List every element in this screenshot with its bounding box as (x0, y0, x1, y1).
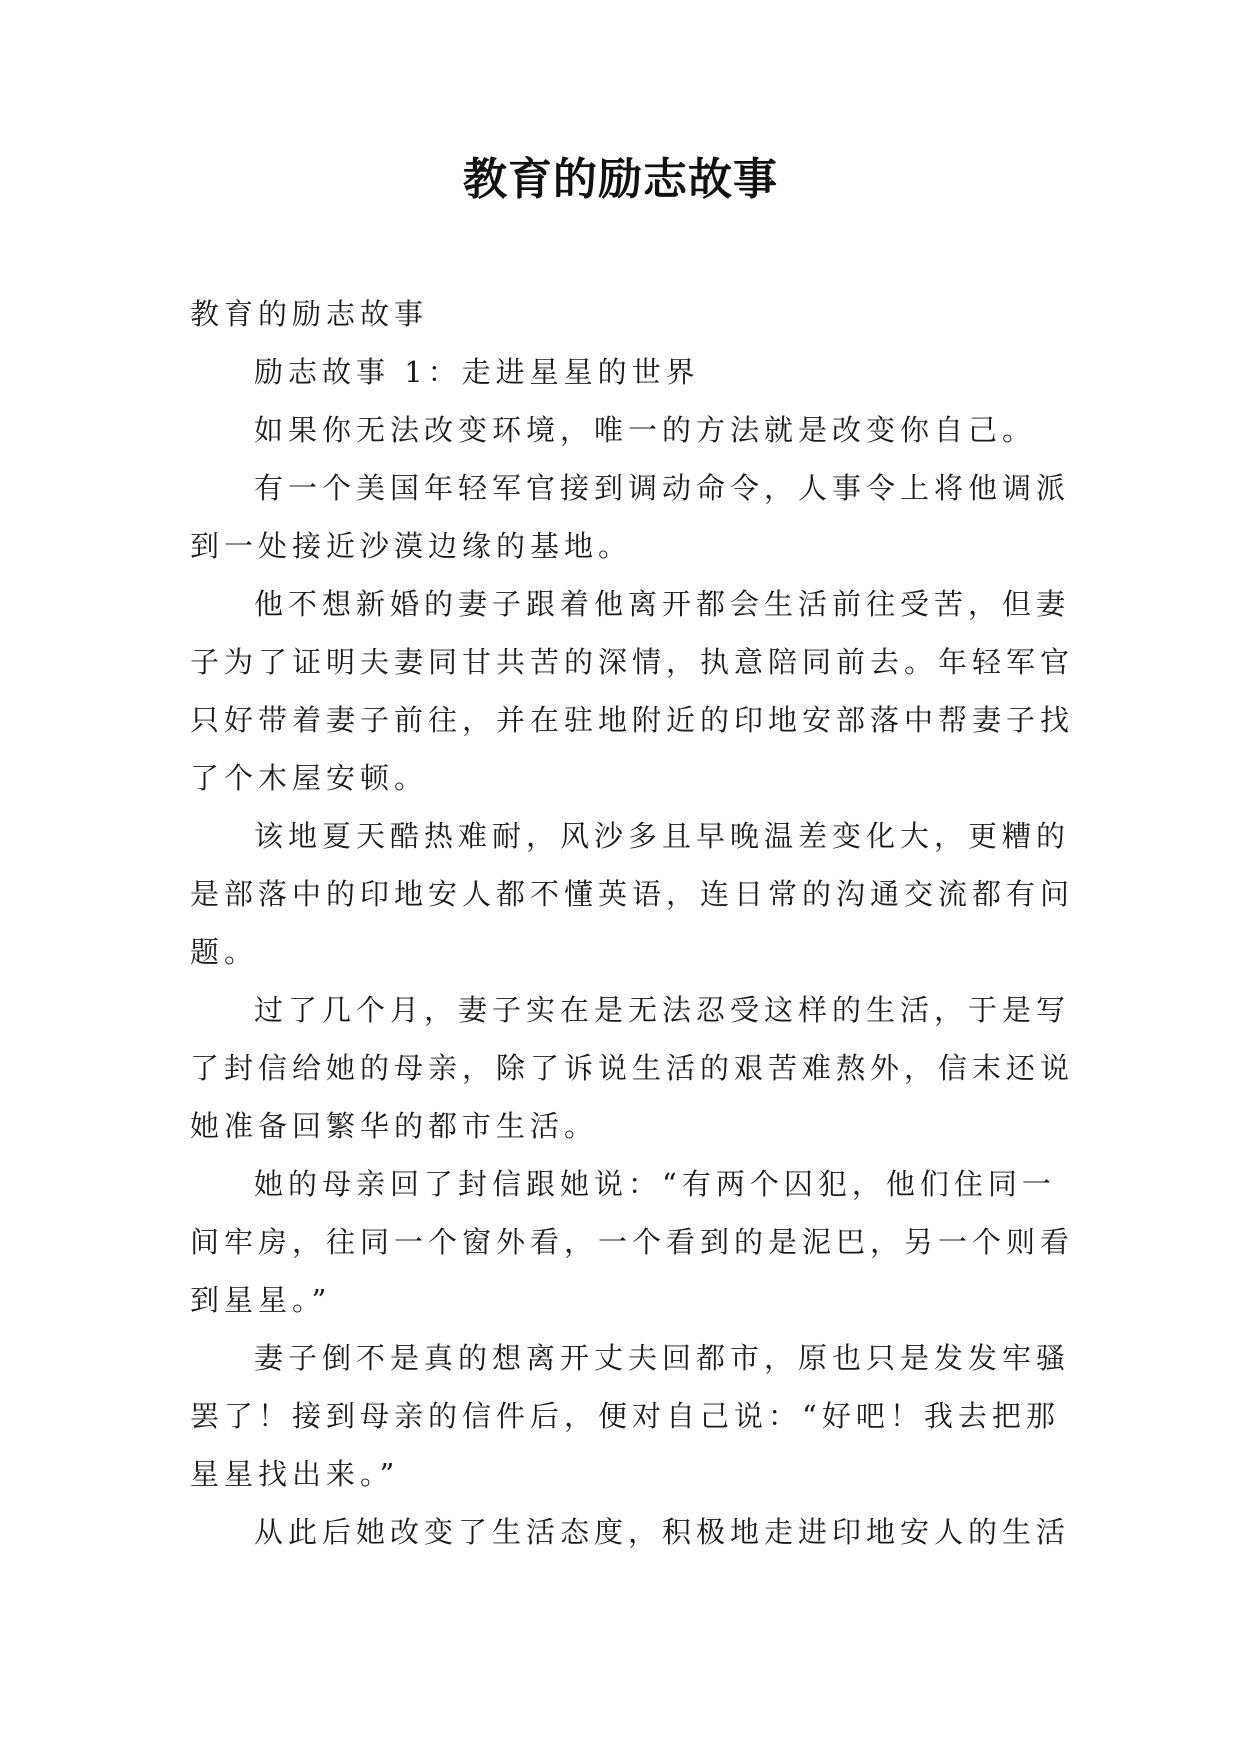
paragraph-line: 该地夏天酷热难耐，风沙多且早晚温差变化大，更糟的 (254, 819, 1071, 853)
paragraph-line: 过了几个月，妻子实在是无法忍受这样的生活，于是写 (254, 993, 1071, 1027)
paragraph-line: 到一处接近沙漠边缘的基地。 (190, 529, 633, 563)
paragraph-line: 星星找出来。” (190, 1457, 400, 1491)
paragraph-line: 教育的励志故事 (190, 297, 429, 331)
paragraph-line: 了封信给她的母亲，除了诉说生活的艰苦难熬外，信末还说 (190, 1051, 1075, 1085)
paragraph-line: 妻子倒不是真的想离开丈夫回都市，原也只是发发牢骚 (254, 1341, 1071, 1375)
document-body (190, 285, 1075, 1561)
paragraph-line: 间牢房，往同一个窗外看，一个看到的是泥巴，另一个则看 (190, 1225, 1075, 1259)
paragraph-line: 励志故事 1：走进星星的世界 (254, 355, 700, 389)
paragraph-line: 子为了证明夫妻同甘共苦的深情，执意陪同前去。年轻军官 (190, 645, 1075, 679)
paragraph-line: 他不想新婚的妻子跟着他离开都会生活前往受苦，但妻 (254, 587, 1071, 621)
paragraph-line: 她的母亲回了封信跟她说：“有两个囚犯，他们住同一 (254, 1167, 1056, 1201)
paragraph-line: 有一个美国年轻军官接到调动命令，人事令上将他调派 (254, 471, 1071, 505)
paragraph-line: 从此后她改变了生活态度，积极地走进印地安人的生活 (254, 1515, 1071, 1549)
document-title: 教育的励志故事 (463, 154, 778, 205)
paragraph-line: 是部落中的印地安人都不懂英语，连日常的沟通交流都有问 (190, 877, 1075, 911)
paragraph-line: 如果你无法改变环境，唯一的方法就是改变你自己。 (254, 413, 1037, 447)
paragraph-line: 罢了！接到母亲的信件后，便对自己说：“好吧！我去把那 (190, 1399, 1060, 1433)
paragraph-line: 了个木屋安顿。 (190, 761, 429, 795)
paragraph-line: 只好带着妻子前往，并在驻地附近的印地安部落中帮妻子找 (190, 703, 1075, 737)
paragraph-line: 到星星。” (190, 1283, 332, 1317)
paragraph-line: 题。 (190, 935, 259, 969)
paragraph-line: 她准备回繁华的都市生活。 (190, 1109, 599, 1143)
